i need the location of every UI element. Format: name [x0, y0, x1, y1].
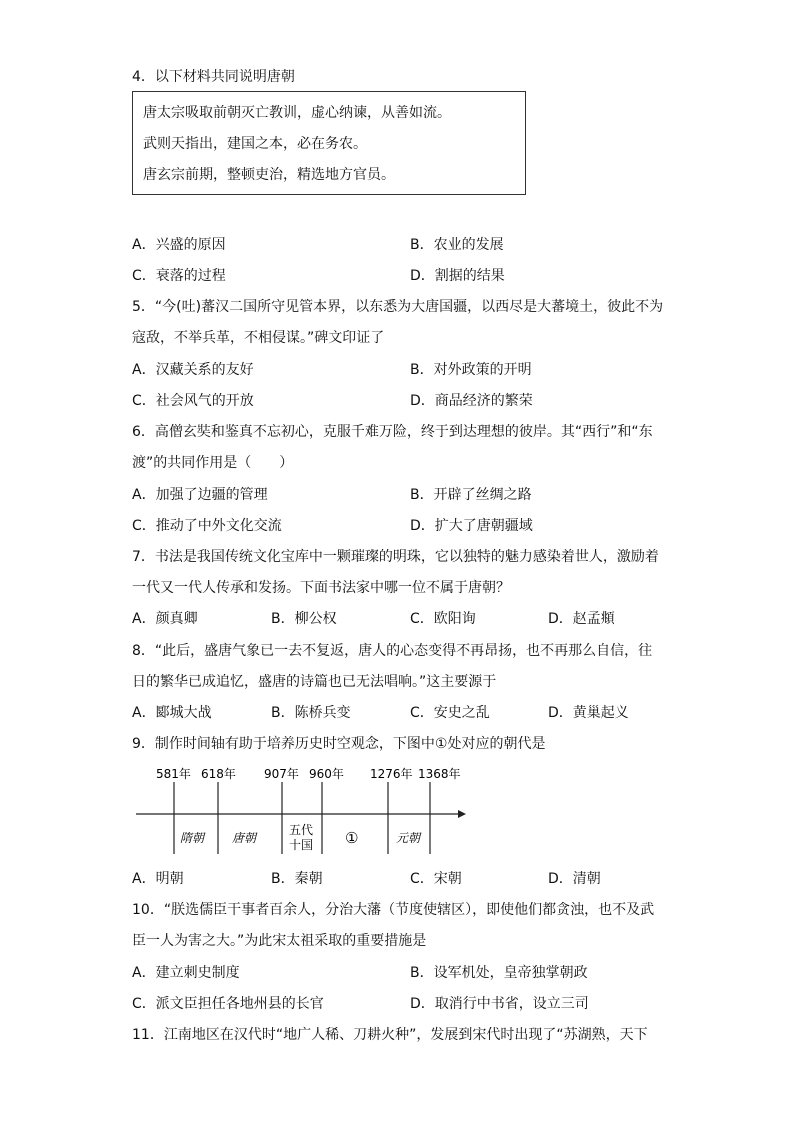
q6-stem-line-1: 6．高僧玄奘和鉴真不忘初心，克服千难万险，终于到达理想的彼岸。其“西行”和“东	[132, 424, 653, 440]
q5-option-d: D．商品经济的繁荣	[410, 393, 533, 409]
q5-option-b: B．对外政策的开明	[410, 362, 532, 378]
q9-option-d: D．清朝	[548, 871, 601, 887]
q6-option-a: A．加强了边疆的管理	[132, 487, 268, 503]
q10-option-c: C．派文臣担任各地州县的长官	[132, 996, 324, 1012]
q4-option-a: A．兴盛的原因	[132, 237, 226, 253]
timeline-year-1276: 1276年	[370, 767, 413, 781]
q6-option-c: C．推动了中外文化交流	[132, 518, 282, 534]
q8-option-b: B．陈桥兵变	[271, 705, 351, 721]
q9-option-b: B．秦朝	[271, 871, 323, 887]
q10-option-d: D．取消行中书省，设立三司	[410, 996, 589, 1012]
q10-stem-line-1: 10．“朕选儒臣干事者百余人，分治大藩（节度使辖区），即使他们都贪浊，也不及武	[132, 902, 655, 918]
timeline-period-blank: ①	[345, 829, 359, 847]
q4-material-1: 唐太宗吸取前朝灭亡教训，虚心纳谏，从善如流。	[143, 105, 451, 121]
q7-option-c: C．欧阳询	[410, 611, 476, 627]
q11-stem-line-1: 11．江南地区在汉代时“地广人稀、刀耕火种”，发展到宋代时出现了“苏湖熟，天下	[132, 1027, 648, 1043]
timeline-year-581: 581年	[156, 767, 191, 781]
q5-option-c: C．社会风气的开放	[132, 393, 254, 409]
q10-stem-line-2: 臣一人为害之大。”为此宋太祖采取的重要措施是	[132, 933, 427, 949]
q7-option-d: D．赵孟頫	[548, 611, 615, 627]
timeline-year-960: 960年	[309, 767, 344, 781]
timeline-year-618: 618年	[201, 767, 236, 781]
q8-stem-line-2: 日的繁华已成追忆，盛唐的诗篇也已无法唱响。”这主要源于	[132, 674, 497, 690]
timeline-period-shiguo: 十国	[289, 838, 314, 852]
timeline-period-tang: 唐朝	[232, 831, 257, 845]
q4-option-b: B．农业的发展	[410, 237, 504, 253]
q10-option-b: B．设军机处，皇帝独掌朝政	[410, 965, 588, 981]
q4-stem: 4．以下材料共同说明唐朝	[132, 69, 295, 85]
timeline-year-1368: 1368年	[418, 767, 461, 781]
q10-option-a: A．建立刺史制度	[132, 965, 240, 981]
timeline-period-wudai: 五代	[289, 823, 314, 837]
q8-option-c: C．安史之乱	[410, 705, 490, 721]
q4-option-c: C．衰落的过程	[132, 268, 226, 284]
q9-stem: 9．制作时间轴有助于培养历史时空观念，下图中①处对应的朝代是	[132, 736, 546, 752]
q7-stem-line-1: 7．书法是我国传统文化宝库中一颗璀璨的明珠，它以独特的魅力感染着世人，激励着	[132, 549, 659, 565]
q6-stem-line-2: 渡”的共同作用是（ ）	[132, 455, 294, 471]
q7-stem-line-2: 一代又一代人传承和发扬。下面书法家中哪一位不属于唐朝？	[132, 580, 510, 596]
q8-option-a: A．郾城大战	[132, 705, 212, 721]
q4-material-3: 唐玄宗前期，整顿吏治，精选地方官员。	[143, 167, 395, 183]
q4-material-2: 武则天指出，建国之本，必在务农。	[143, 136, 367, 152]
q6-option-b: B．开辟了丝绸之路	[410, 487, 532, 503]
q7-option-b: B．柳公权	[271, 611, 337, 627]
q5-stem-line-1: 5．“今(吐)蕃汉二国所守见管本界，以东悉为大唐国疆，以西尽是大蕃境土，彼此不为	[132, 299, 664, 315]
q4-material-box	[132, 91, 526, 195]
q7-option-a: A．颜真卿	[132, 611, 198, 627]
q8-stem-line-1: 8．“此后，盛唐气象已一去不复返，唐人的心态变得不再昂扬，也不再那么自信，往	[132, 643, 653, 659]
q5-option-a: A．汉藏关系的友好	[132, 362, 254, 378]
timeline-year-907: 907年	[264, 767, 299, 781]
timeline-arrow-icon	[458, 810, 466, 818]
q4-option-d: D．割据的结果	[410, 268, 505, 284]
q5-stem-line-2: 寇敌，不举兵革，不相侵谋。”碑文印证了	[132, 330, 385, 346]
q9-option-c: C．宋朝	[410, 871, 462, 887]
q6-option-d: D．扩大了唐朝疆域	[410, 518, 533, 534]
timeline-period-sui: 隋朝	[180, 831, 205, 845]
timeline-diagram	[132, 762, 472, 862]
q8-option-d: D．黄巢起义	[548, 705, 629, 721]
timeline-period-yuan: 元朝	[396, 831, 421, 845]
q9-option-a: A．明朝	[132, 871, 184, 887]
